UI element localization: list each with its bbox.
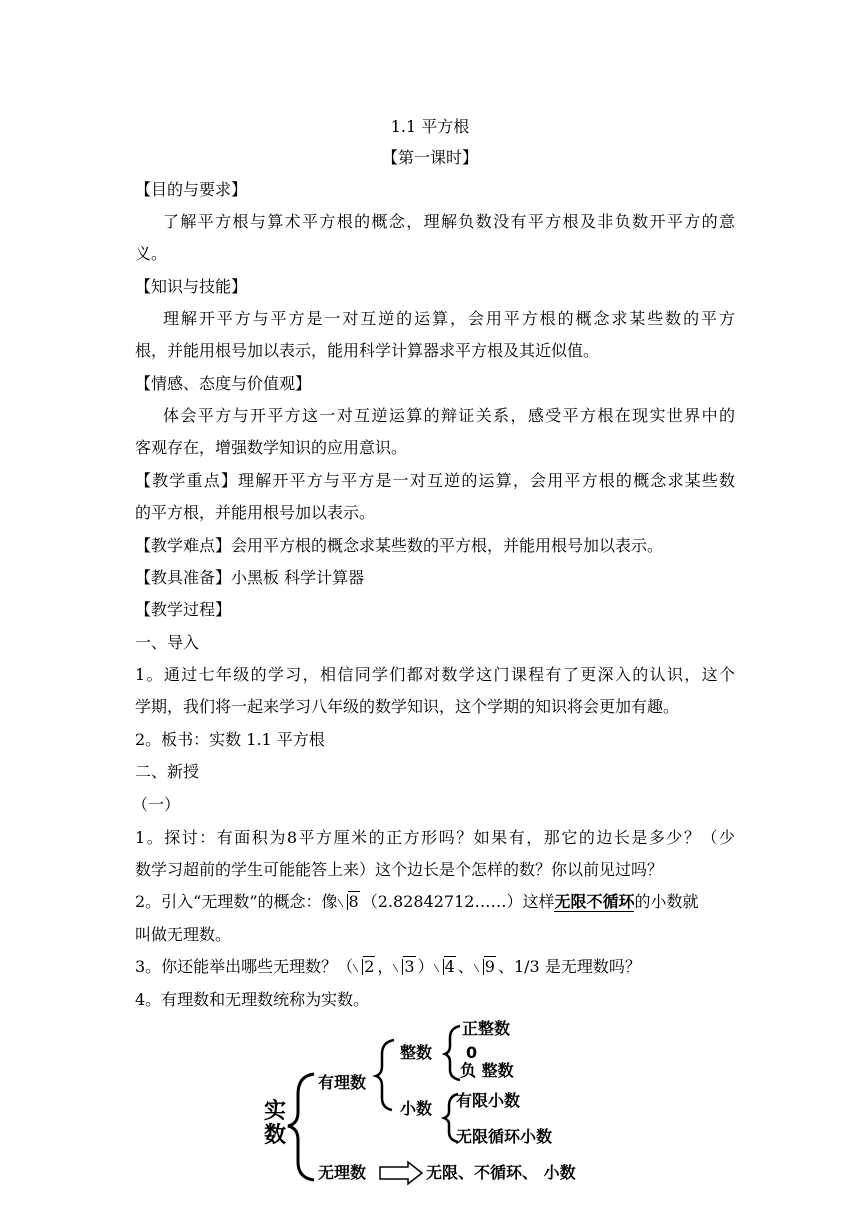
positive-integer-label: 正整数 bbox=[462, 1019, 511, 1038]
key-point-line-1: 【教学重点】理解开平方与平方是一对互逆的运算，会用平方根的概念求某些数 bbox=[135, 471, 735, 490]
key-point-line-2: 的平方根，并能用根号加以表示。 bbox=[135, 503, 376, 522]
part-one-label: （一） bbox=[132, 795, 181, 814]
intro-item-2: 2。板书：实数 1.1 平方根 bbox=[135, 730, 325, 749]
goal-line-1: 了解平方根与算术平方根的概念，理解负数没有平方根及非负数开平方的意 bbox=[163, 212, 735, 231]
sqrt-9: 9 bbox=[474, 957, 496, 977]
irrational-description: 无限、不循环、 小数 bbox=[426, 1163, 576, 1182]
question-2-suffix: 的小数就 bbox=[634, 892, 699, 911]
negative-integer-label: 负 整数 bbox=[460, 1061, 514, 1080]
difficult-point-line: 【教学难点】会用平方根的概念求某些数的平方根，并能用根号加以表示。 bbox=[135, 536, 664, 555]
process-heading: 【教学过程】 bbox=[135, 600, 232, 619]
question-2-line-2: 叫做无理数。 bbox=[135, 925, 232, 944]
question-2-line-1 bbox=[135, 892, 735, 912]
goal-heading: 【目的与要求】 bbox=[135, 180, 248, 199]
intro-item-1-line-1: 1。通过七年级的学习，相信同学们都对数学这门课程有了更深入的认识，这个 bbox=[135, 665, 735, 684]
integer-label: 整数 bbox=[400, 1043, 433, 1062]
zero-label: 0 bbox=[466, 1043, 478, 1062]
infinite-repeating-decimal-label: 无限循环小数 bbox=[456, 1127, 553, 1146]
skill-line-1: 理解开平方与平方是一对互逆的运算，会用平方根的概念求某些数的平方 bbox=[163, 309, 735, 328]
question-3-suffix: 、1/3 是无理数吗？ bbox=[497, 957, 641, 976]
question-3 bbox=[135, 957, 735, 977]
question-2-prefix: 2。引入“无理数”的概念：像 bbox=[135, 892, 338, 911]
sqrt-4: 4 bbox=[434, 957, 456, 977]
real-number-label: 实数 bbox=[264, 1099, 287, 1148]
real-number-brace bbox=[288, 1074, 314, 1180]
question-3-sep-1: ， bbox=[377, 957, 394, 976]
question-4: 4。有理数和无理数统称为实数。 bbox=[135, 990, 370, 1009]
sqrt-2: 2 bbox=[353, 957, 375, 977]
finite-decimal-label: 有限小数 bbox=[456, 1091, 521, 1110]
doc-title: 1.1 平方根 bbox=[390, 117, 470, 136]
emotion-line-2: 客观存在，增强数学知识的应用意识。 bbox=[135, 438, 408, 457]
emotion-line-1: 体会平方与开平方这一对互逆运算的辩证关系，感受平方根在现实世界中的 bbox=[163, 406, 735, 425]
goal-line-2: 义。 bbox=[135, 244, 168, 263]
intro-heading: 一、导入 bbox=[135, 633, 200, 652]
new-lesson-heading: 二、新授 bbox=[135, 762, 200, 781]
infinite-non-repeating-term: 无限不循环 bbox=[554, 892, 635, 911]
question-3-sep-3: 、 bbox=[457, 957, 474, 976]
hollow-arrow bbox=[380, 1162, 422, 1184]
skill-line-2: 根，并能用根号加以表示，能用科学计算器求平方根及其近似值。 bbox=[135, 341, 600, 360]
decimal-label: 小数 bbox=[400, 1099, 433, 1118]
doc-subtitle: 【第一课时】 bbox=[381, 148, 478, 167]
question-1-line-2: 数学习超前的学生可能能答上来）这个边长是个怎样的数？你以前见过吗？ bbox=[135, 860, 664, 879]
tools-line: 【教具准备】小黑板 科学计算器 bbox=[135, 568, 365, 587]
real-number-classification-diagram bbox=[250, 1012, 630, 1212]
intro-item-1-line-2: 学期，我们将一起来学习八年级的数学知识，这个学期的知识将会更加有趣。 bbox=[135, 697, 680, 716]
question-1-line-1: 1。探讨：有面积为8平方厘米的正方形吗？如果有，那它的边长是多少？（少 bbox=[135, 828, 735, 847]
question-2-middle: （2.82842712……）这样 bbox=[361, 892, 555, 911]
sqrt-8: 8 bbox=[338, 892, 360, 912]
sqrt-3: 3 bbox=[393, 957, 415, 977]
irrational-number-label: 无理数 bbox=[318, 1163, 367, 1182]
rational-brace bbox=[376, 1040, 394, 1110]
skill-heading: 【知识与技能】 bbox=[135, 277, 248, 296]
integer-brace bbox=[445, 1026, 460, 1080]
rational-number-label: 有理数 bbox=[318, 1073, 367, 1092]
question-3-sep-2: ） bbox=[417, 957, 434, 976]
emotion-heading: 【情感、态度与价值观】 bbox=[135, 374, 312, 393]
diagram-braces bbox=[250, 1012, 630, 1212]
question-3-prefix: 3。你还能举出哪些无理数？（ bbox=[135, 957, 354, 976]
